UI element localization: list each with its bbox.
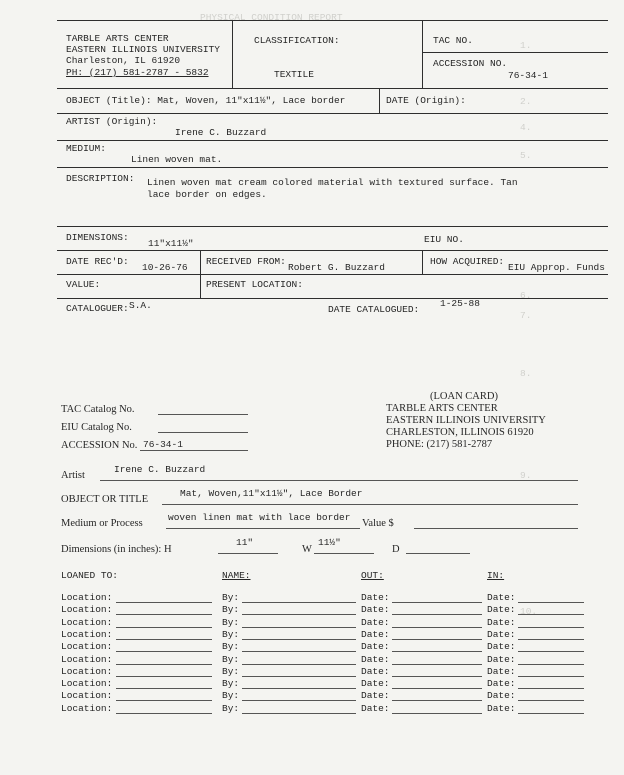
loan-org-subname: EASTERN ILLINOIS UNIVERSITY [386, 415, 546, 426]
by-field[interactable] [242, 614, 356, 615]
by-label: By: [222, 604, 240, 616]
in-date-label: Date: [487, 628, 516, 640]
in-date-field[interactable] [518, 627, 584, 628]
name-header: NAME: [222, 570, 251, 581]
bleed-through-text: 6. [520, 290, 532, 301]
form-rule [57, 113, 608, 114]
form-divider [422, 250, 423, 274]
out-date-field[interactable] [392, 688, 482, 689]
out-date-label: Date: [361, 678, 390, 690]
location-label: Location: [61, 628, 113, 640]
form-top-rule [57, 20, 608, 21]
in-date-label: Date: [487, 616, 516, 628]
by-field[interactable] [242, 627, 356, 628]
out-date-field[interactable] [392, 614, 482, 615]
loan-accession-label: ACCESSION No. [61, 440, 138, 451]
bleed-through-text: 5. [520, 150, 532, 161]
out-date-field[interactable] [392, 700, 482, 701]
location-field[interactable] [116, 651, 212, 652]
loan-title-line [162, 504, 578, 505]
in-date-label: Date: [487, 653, 516, 665]
loan-artist-label: Artist [61, 470, 85, 481]
bleed-through-text: 10. [520, 606, 538, 617]
location-label: Location: [61, 592, 113, 603]
tac-catalog-label: TAC Catalog No. [61, 404, 135, 415]
bleed-through-text: 1. [520, 40, 532, 51]
value-label: VALUE: [66, 279, 101, 290]
in-date-field[interactable] [518, 688, 584, 689]
date-origin-label: DATE (Origin): [386, 95, 466, 106]
dimensions-label: DIMENSIONS: [66, 232, 129, 243]
out-date-label: Date: [361, 702, 390, 714]
org-subname: EASTERN ILLINOIS UNIVERSITY [66, 44, 220, 55]
form-divider [232, 20, 233, 88]
loan-artist-value: Irene C. Buzzard [114, 464, 206, 475]
received-from-value: Robert G. Buzzard [288, 262, 385, 273]
location-label: Location: [61, 616, 113, 628]
accession-value: 76-34-1 [508, 70, 548, 81]
out-date-label: Date: [361, 592, 390, 603]
out-date-label: Date: [361, 616, 390, 628]
loan-card-title: (LOAN CARD) [430, 391, 498, 402]
out-date-label: Date: [361, 690, 390, 702]
form-rule [57, 298, 608, 299]
tac-catalog-line [158, 414, 248, 415]
loan-height-line [218, 553, 278, 554]
out-date-field[interactable] [392, 651, 482, 652]
out-date-label: Date: [361, 665, 390, 677]
form-rule [422, 52, 608, 53]
location-field[interactable] [116, 688, 212, 689]
by-field[interactable] [242, 713, 356, 714]
medium-value: Linen woven mat. [131, 154, 223, 165]
in-date-field[interactable] [518, 602, 584, 603]
location-field[interactable] [116, 713, 212, 714]
out-date-field[interactable] [392, 676, 482, 677]
in-date-label: Date: [487, 702, 516, 714]
by-label: By: [222, 641, 240, 653]
form-rule [57, 250, 608, 251]
loan-artist-line [100, 480, 578, 481]
out-date-field[interactable] [392, 639, 482, 640]
loan-medium-value: woven linen mat with lace border [168, 512, 351, 523]
form-divider [379, 88, 380, 113]
loan-width-value: 11½" [318, 537, 341, 548]
loan-org-city: CHARLESTON, ILLINOIS 61920 [386, 427, 534, 438]
by-label: By: [222, 690, 240, 702]
in-date-label: Date: [487, 690, 516, 702]
artist-origin-label: ARTIST (Origin): [66, 116, 158, 127]
bleed-through-text: 7. [520, 310, 532, 321]
out-date-field[interactable] [392, 664, 482, 665]
out-date-label: Date: [361, 653, 390, 665]
loan-medium-label: Medium or Process [61, 518, 143, 529]
location-field[interactable] [116, 602, 212, 603]
present-location-label: PRESENT LOCATION: [206, 279, 303, 290]
in-date-field[interactable] [518, 614, 584, 615]
location-field[interactable] [116, 627, 212, 628]
loan-title-label: OBJECT OR TITLE [61, 494, 149, 505]
loan-accession-value: 76-34-1 [143, 439, 183, 450]
loaned-to-header: LOANED TO: [61, 570, 119, 581]
received-from-label: RECEIVED FROM: [206, 256, 286, 267]
in-date-field[interactable] [518, 664, 584, 665]
org-city: Charleston, IL 61920 [66, 55, 181, 66]
bleed-through-text: 9. [520, 470, 532, 481]
dimensions-value: 11"x11½" [148, 238, 194, 249]
by-label: By: [222, 702, 240, 714]
tac-no-label: TAC NO. [433, 35, 473, 46]
location-field[interactable] [116, 664, 212, 665]
form-divider [422, 20, 423, 88]
by-label: By: [222, 678, 240, 690]
loan-width-label: W [302, 544, 312, 555]
form-rule [57, 88, 608, 89]
location-label: Location: [61, 678, 113, 690]
in-date-field[interactable] [518, 639, 584, 640]
in-date-label: Date: [487, 665, 516, 677]
by-field[interactable] [242, 664, 356, 665]
location-label: Location: [61, 641, 113, 653]
description-label: DESCRIPTION: [66, 173, 135, 184]
by-field[interactable] [242, 688, 356, 689]
out-date-field[interactable] [392, 713, 482, 714]
bleed-through-text: PHYSICAL CONDITION REPORT [200, 12, 343, 23]
date-received-label: DATE REC'D: [66, 256, 129, 267]
bleed-through-text: 8. [520, 368, 532, 379]
how-acquired-value: EIU Approp. Funds [508, 262, 605, 273]
date-catalogued-value: 1-25-88 [440, 298, 480, 309]
out-date-field[interactable] [392, 627, 482, 628]
by-label: By: [222, 628, 240, 640]
loan-title-value: Mat, Woven,11"x11½", Lace Border [180, 488, 363, 499]
in-date-label: Date: [487, 678, 516, 690]
out-date-label: Date: [361, 604, 390, 616]
date-catalogued-label: DATE CATALOGUED: [328, 304, 420, 315]
by-label: By: [222, 665, 240, 677]
loan-depth-line [406, 553, 470, 554]
form-rule [57, 226, 608, 227]
loan-height-value: 11" [236, 537, 254, 548]
by-label: By: [222, 592, 240, 603]
location-label: Location: [61, 653, 113, 665]
artist-origin-value: Irene C. Buzzard [175, 127, 267, 138]
org-phone: PH: (217) 581-2787 - 5832 [66, 67, 209, 78]
in-date-label: Date: [487, 604, 516, 616]
loan-medium-line [166, 528, 360, 529]
loan-org-name: TARBLE ARTS CENTER [386, 403, 498, 414]
description-line-1: Linen woven mat cream colored material with textured surface. Tan [147, 177, 518, 188]
cataloguer-label: CATALOGUER: [66, 303, 129, 314]
in-header: IN: [487, 570, 505, 581]
location-label: Location: [61, 604, 113, 616]
classification-value: TEXTILE [274, 69, 314, 80]
org-name: TARBLE ARTS CENTER [66, 33, 169, 44]
by-field[interactable] [242, 602, 356, 603]
in-date-label: Date: [487, 592, 516, 603]
by-field[interactable] [242, 700, 356, 701]
in-date-field[interactable] [518, 651, 584, 652]
loan-accession-line [140, 450, 248, 451]
eiu-catalog-line [158, 432, 248, 433]
eiu-catalog-label: EIU Catalog No. [61, 422, 132, 433]
by-label: By: [222, 653, 240, 665]
location-field[interactable] [116, 639, 212, 640]
loan-value-label: Value $ [362, 518, 394, 529]
loan-value-line [414, 528, 578, 529]
medium-label: MEDIUM: [66, 143, 106, 154]
form-rule [57, 140, 608, 141]
location-field[interactable] [116, 700, 212, 701]
by-field[interactable] [242, 676, 356, 677]
bleed-through-text: 2. [520, 96, 532, 107]
form-rule [57, 167, 608, 168]
loan-dimensions-label: Dimensions (in inches): H [61, 544, 172, 555]
object-title: OBJECT (Title): Mat, Woven, 11"x11½", Lace border [66, 95, 346, 106]
cataloguer-value: S.A. [129, 300, 152, 311]
by-field[interactable] [242, 651, 356, 652]
in-date-field[interactable] [518, 713, 584, 714]
in-date-field[interactable] [518, 700, 584, 701]
form-rule [57, 274, 608, 275]
in-date-label: Date: [487, 641, 516, 653]
out-header: OUT: [361, 570, 384, 581]
loan-width-line [314, 553, 374, 554]
loan-depth-label: D [392, 544, 400, 555]
out-date-label: Date: [361, 641, 390, 653]
by-field[interactable] [242, 639, 356, 640]
date-received-value: 10-26-76 [142, 262, 188, 273]
location-label: Location: [61, 665, 113, 677]
accession-label: ACCESSION NO. [433, 58, 508, 69]
location-field[interactable] [116, 676, 212, 677]
by-label: By: [222, 616, 240, 628]
how-acquired-label: HOW ACQUIRED: [430, 256, 505, 267]
in-date-field[interactable] [518, 676, 584, 677]
description-line-2: lace border on edges. [147, 189, 267, 200]
loan-org-phone: PHONE: (217) 581-2787 [386, 439, 493, 450]
out-date-label: Date: [361, 628, 390, 640]
location-label: Location: [61, 690, 113, 702]
classification-label: CLASSIFICATION: [254, 35, 340, 46]
bleed-through-text: 4. [520, 122, 532, 133]
location-field[interactable] [116, 614, 212, 615]
location-label: Location: [61, 702, 113, 714]
out-date-field[interactable] [392, 602, 482, 603]
eiu-no-label: EIU NO. [424, 234, 464, 245]
